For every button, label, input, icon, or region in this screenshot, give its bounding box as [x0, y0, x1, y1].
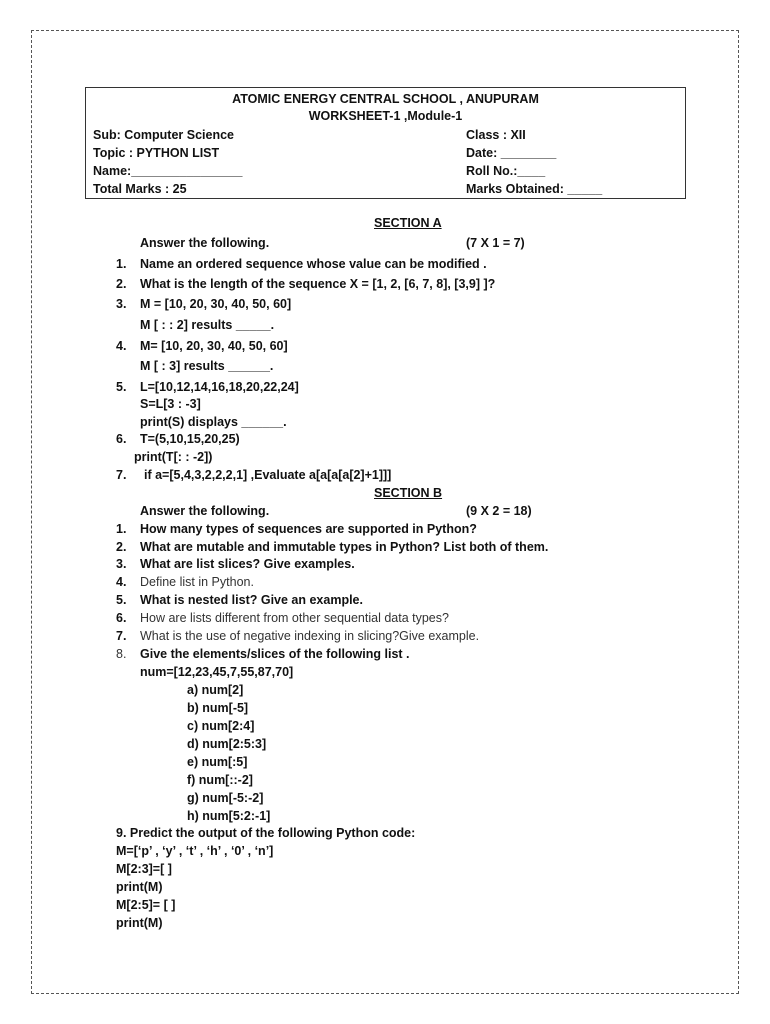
question-text: How many types of sequences are supported in Python? — [140, 522, 477, 536]
question-text: Name an ordered sequence whose value can be modified . — [140, 257, 487, 271]
section-a-instruction: Answer the following. — [140, 236, 270, 250]
code-line: M[2:5]= [ ] — [116, 898, 176, 912]
worksheet-title: WORKSHEET-1 ,Module-1 — [308, 109, 463, 123]
question-text: M= [10, 20, 30, 40, 50, 60] — [140, 339, 288, 353]
section-a-marks: (7 X 1 = 7) — [466, 236, 525, 250]
question-number: 3. — [116, 557, 127, 571]
question-text: What is the use of negative indexing in slicing?Give example. — [140, 629, 480, 643]
question-text: What is the length of the sequence X = [1, 2, [6, 7, 8], [3,9] ]? — [140, 277, 496, 291]
section-b-title: SECTION B — [374, 486, 443, 500]
sub-question: d) num[2:5:3] — [187, 737, 267, 751]
class-label: Class : XII — [466, 128, 526, 142]
sub-question: a) num[2] — [187, 683, 244, 697]
question-text: M [ : : 2] results _____. — [140, 318, 275, 332]
subject-label: Sub: Computer Science — [93, 128, 234, 142]
question-text: L=[10,12,14,16,18,20,22,24] — [140, 380, 299, 394]
question-text: How are lists different from other sequential data types? — [140, 611, 449, 625]
marks-obtained-label: Marks Obtained: _____ — [466, 182, 603, 196]
question-text: What is nested list? Give an example. — [140, 593, 363, 607]
question-text: M = [10, 20, 30, 40, 50, 60] — [140, 297, 292, 311]
question-number: 1. — [116, 257, 127, 271]
sub-question: b) num[-5] — [187, 701, 249, 715]
sub-question: e) num[:5] — [187, 755, 248, 769]
school-name: ATOMIC ENERGY CENTRAL SCHOOL , ANUPURAM — [232, 92, 539, 106]
question-number: 1. — [116, 522, 127, 536]
question-number: 7. — [116, 629, 127, 643]
date-label: Date: ________ — [466, 146, 557, 160]
question-number: 3. — [116, 297, 127, 311]
question-text: print(T[: : -2]) — [134, 450, 213, 464]
code-line: print(M) — [116, 880, 163, 894]
question-number: 7. — [116, 468, 127, 482]
sub-question: c) num[2:4] — [187, 719, 255, 733]
question-text: What are list slices? Give examples. — [140, 557, 355, 571]
code-line: print(M) — [116, 916, 163, 930]
section-a-title: SECTION A — [374, 216, 442, 230]
question-text: T=(5,10,15,20,25) — [140, 432, 240, 446]
question-number: 4. — [116, 339, 127, 353]
question-text: M [ : 3] results ______. — [140, 359, 274, 373]
question-text: What are mutable and immutable types in Python? List both of them. — [140, 540, 549, 554]
question-number: 2. — [116, 277, 127, 291]
question-text: Give the elements/slices of the following list . — [140, 647, 410, 661]
code-line: M[2:3]=[ ] — [116, 862, 172, 876]
question-number: 5. — [116, 593, 127, 607]
question-text: 9. Predict the output of the following Python code: — [116, 826, 416, 840]
question-number: 2. — [116, 540, 127, 554]
sub-question: f) num[::-2] — [187, 773, 253, 787]
name-label: Name:________________ — [93, 164, 243, 178]
question-number: 4. — [116, 575, 127, 589]
total-marks-label: Total Marks : 25 — [93, 182, 187, 196]
code-line: M=[‘p’ , ‘y’ , ‘t’ , ‘h’ , ‘0’ , ‘n’] — [116, 844, 274, 858]
sub-question: h) num[5:2:-1] — [187, 809, 271, 823]
question-number: 6. — [116, 611, 127, 625]
question-text: if a=[5,4,3,2,2,2,1] ,Evaluate a[a[a[a[2]+1]]] — [144, 468, 392, 482]
question-number: 6. — [116, 432, 127, 446]
section-b-marks: (9 X 2 = 18) — [466, 504, 532, 518]
question-text: S=L[3 : -3] — [140, 397, 201, 411]
question-number: 5. — [116, 380, 127, 394]
question-number: 8. — [116, 647, 127, 661]
question-text: print(S) displays ______. — [140, 415, 287, 429]
question-text: Define list in Python. — [140, 575, 254, 589]
topic-label: Topic : PYTHON LIST — [93, 146, 220, 160]
roll-label: Roll No.:____ — [466, 164, 546, 178]
sub-question: g) num[-5:-2] — [187, 791, 264, 805]
section-b-instruction: Answer the following. — [140, 504, 270, 518]
list-definition: num=[12,23,45,7,55,87,70] — [140, 665, 294, 679]
